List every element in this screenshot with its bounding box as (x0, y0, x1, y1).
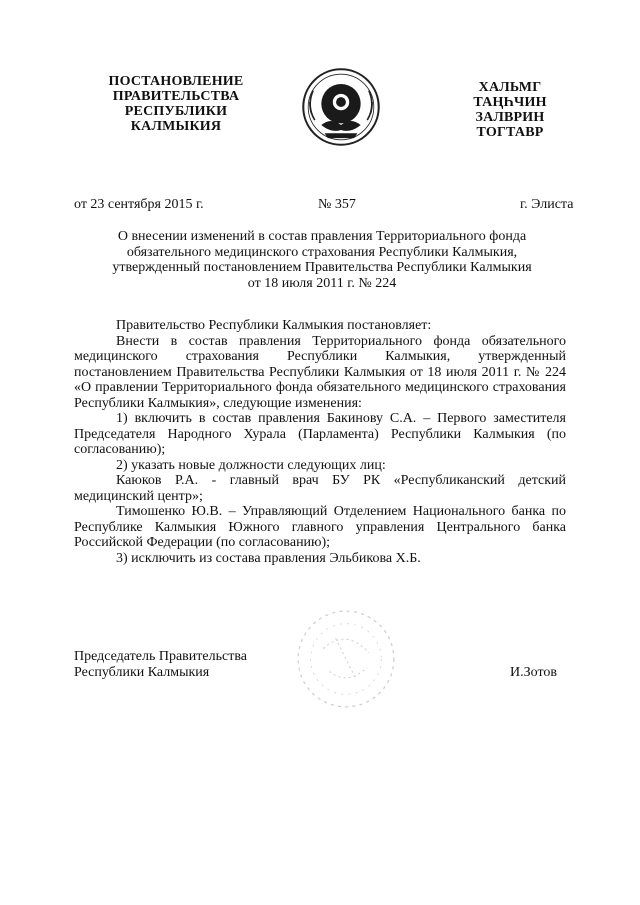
header-right-line: ЗАЛВРИН (475, 110, 545, 125)
document-body (74, 318, 566, 566)
signatory-name: И.Зотов (510, 665, 557, 680)
document-title (80, 229, 564, 291)
header-left-line: ПОСТАНОВЛЕНИЕ (108, 74, 244, 89)
document-number: № 357 (318, 197, 356, 212)
header-right-title (458, 80, 562, 140)
header-right-line: ХАЛЬМГ (478, 80, 542, 95)
title-line: утвержденный постановлением Правительства Республики Калмыкия (112, 260, 532, 275)
header-right-line: ТАҢҺЧИН (473, 95, 547, 110)
faded-seal-icon (294, 607, 398, 711)
signatory-position-line: Республики Калмыкия (74, 665, 210, 680)
body-paragraph: 3) исключить из состава правления Эльбикова Х.Б. (116, 550, 421, 566)
signatory-position-line: Председатель Правительства (74, 649, 247, 664)
body-paragraph: Каюков Р.А. - главный врач БУ РК «Республиканский детский медицинский центр»; (74, 473, 566, 504)
body-paragraph: Тимошенко Ю.В. – Управляющий Отделением Национального банка по Республике Калмыкия Южного главного управления Центрального банка Российской Федерации (по согласованию); (74, 504, 566, 550)
title-line: от 18 июля 2011 г. № 224 (247, 275, 397, 291)
body-paragraph: Внести в состав правления Территориального фонда обязательного медицинского страхования Республики Калмыкия, утвержденный постановлением Правительства Республики Калмыкия от 18 июля 2011 г. № 224 «О правлении Территориального фонда обязательного медицинского страхования Республики Калмыкия», следующие изменения: (74, 333, 566, 411)
title-line: обязательного медицинского страхования Республики Калмыкия, (126, 244, 518, 260)
header-left-line: КАЛМЫКИЯ (130, 119, 222, 134)
body-paragraph: Правительство Республики Калмыкия постановляет: (116, 318, 432, 333)
header-right-line: ТОГТАВР (476, 125, 544, 140)
signatory-position (74, 649, 247, 681)
document-city: г. Элиста (520, 197, 574, 212)
body-paragraph: 2) указать новые должности следующих лиц: (116, 457, 386, 473)
body-paragraph: 1) включить в состав правления Бакинову С.А. – Первого заместителя Председателя Народного Хурала (Парламента) Республики Калмыкия (по согласованию); (74, 411, 566, 457)
header-left-line: ПРАВИТЕЛЬСТВА (112, 89, 240, 104)
header-left-title (96, 74, 256, 134)
document-date: от 23 сентября 2015 г. (74, 197, 204, 212)
header-left-line: РЕСПУБЛИКИ (124, 104, 228, 119)
kalmykia-emblem-icon (300, 66, 382, 148)
title-line: О внесении изменений в состав правления Территориального фонда (117, 229, 527, 244)
